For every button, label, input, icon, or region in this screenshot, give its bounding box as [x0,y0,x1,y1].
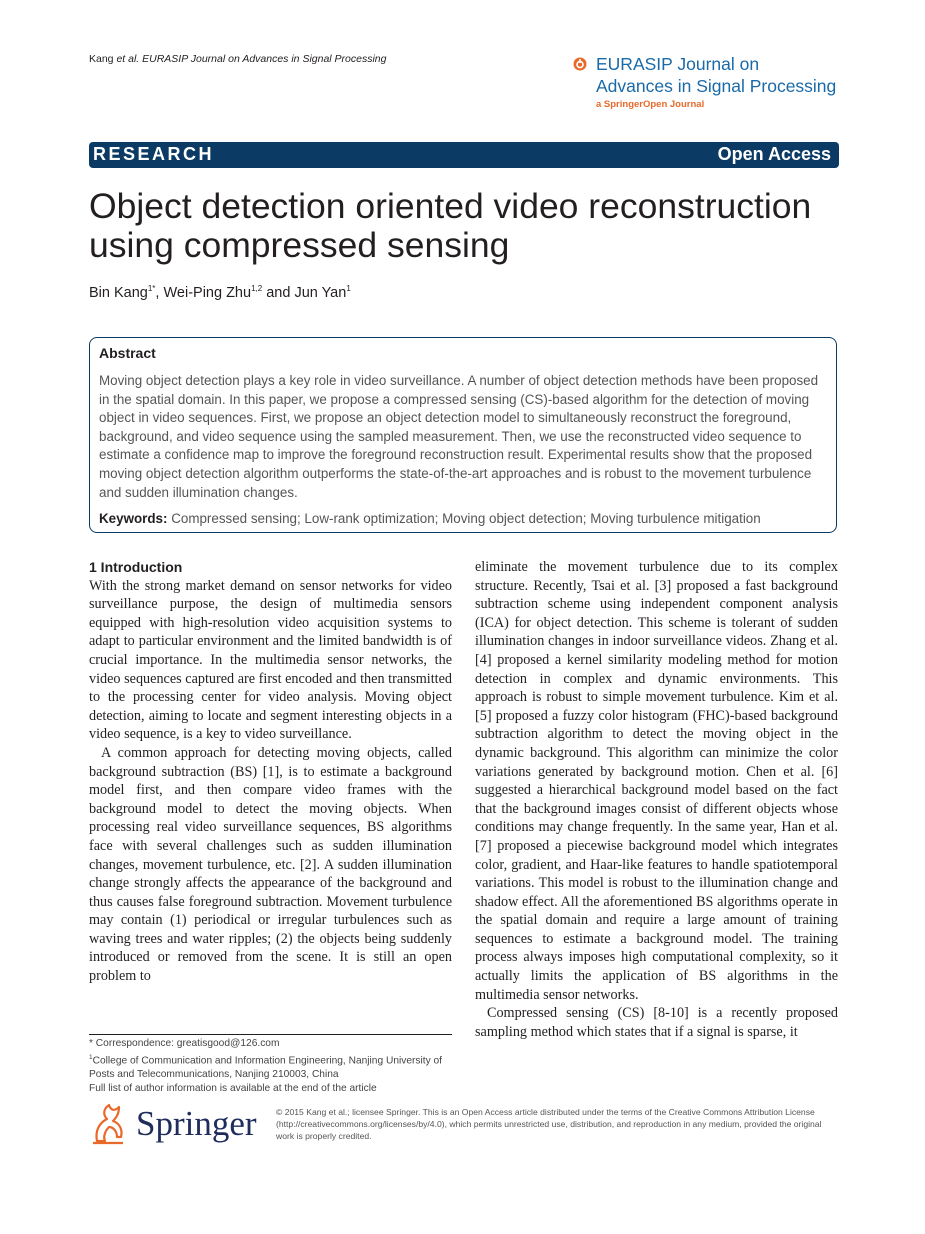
springer-horse-icon [89,1101,129,1147]
affiliation-note [89,1051,464,1082]
affiliation-mark: 1 [89,1054,93,1061]
author-affiliation-mark: 1,2 [251,284,263,293]
body-paragraph: With the strong market demand on sensor networks for video surveillance purpose, the design of multimedia sensors equipped with high-resolution video acquisition systems to adapt to particular environment and the limited bandwidth is of crucial importance. In the multimedia sensor networks, the video sequences captured are first encoded and then transmitted to the processing center for video analysis. Moving object detection, aiming to locate and segment interesting objects in a video sequence, is a key to video surveillance. [89,577,452,743]
springeropen-logo-icon [573,57,587,71]
body-column-right [475,558,838,1041]
correspondence-note: * Correspondence: greatisgood@126.com [89,1038,280,1049]
article-type-banner [89,142,839,168]
article-title [89,187,849,265]
author-list [89,284,351,301]
keywords-text: Compressed sensing; Low-rank optimization; Moving object detection; Moving turbulence mitigation [171,511,761,526]
running-head-journal: et al. EURASIP Journal on Advances in Signal Processing [116,53,387,65]
article-type-label: RESEARCH [93,144,215,164]
body-paragraph: Compressed sensing (CS) [8-10] is a recently proposed sampling method which states that if a signal is sparse, it [475,1005,838,1040]
author-affiliation-mark: 1 [346,284,351,293]
footnote-divider [89,1034,452,1035]
body-paragraph: A common approach for detecting moving objects, called background subtraction (BS) [1], is to estimate a background model first, and then compare video frames with the background model to detect the moving objects. When processing real video surveillance sequences, BS algorithms face with several challenges such as sudden illumination changes, movement turbulence, etc. [2]. A sudden illumination change strongly affects the appearance of the background and thus causes false foreground subtraction. Movement turbulence may contain (1) periodical or irregular turbulences such as waving trees and water ripples; (2) the objects being suddenly introduced or removed from the scene. It is still an open problem to [89,744,452,985]
section-heading: 1 Introduction [89,559,183,575]
keywords-label: Keywords: [99,511,168,526]
abstract-heading: Abstract [99,345,156,361]
body-column-left [89,558,452,986]
author-name: Jun Yan [294,284,347,301]
license-text: © 2015 Kang et al.; licensee Springer. This is an Open Access article distributed under the terms of the Creative Commons Attribution License (http://creativecommons.org/licenses/by/4.0), which permits unrestricted use, distribution, and reproduction in any medium, provided the original work is properly credited. [276,1107,822,1141]
article-title-line1: Object detection oriented video reconstruction [89,186,812,226]
author-separator: and [262,284,295,301]
author-info-note: Full list of author information is available at the end of the article [89,1083,377,1095]
author-separator: , [155,284,164,301]
author-affiliation-mark: 1* [147,284,156,293]
journal-subtitle: a SpringerOpen Journal [596,99,705,110]
journal-name [596,53,836,97]
body-paragraph: eliminate the movement turbulence due to its complex structure. Recently, Tsai et al. [3] proposed a fast background subtraction scheme using independent component analysis (ICA) for object detection. This scheme is tolerant of sudden illumination changes in indoor surveillance videos. Zhang et al. [4] proposed a kernel similarity modeling method for motion detection in complex and dynamic environments. This approach is robust to simple movement turbulence. Kim et al. [5] proposed a fuzzy color histogram (FHC)-based background subtraction algorithm to detect the moving object in the dynamic background. This algorithm can minimize the color variations generated by background motion. Chen et al. [6] suggested a hierarchical background model based on the fact that the background images consist of different objects whose conditions may change frequently. In the same year, Han et al. [7] proposed a piecewise background model which integrates color, gradient, and Haar-like features to handle spatiotemporal variations. This model is robust to the illumination change and shadow effect. All the aforementioned BS algorithms operate in the spatial domain and require a large amount of training sequences to estimate a background model. The training process always imposes high computational complexity, so it actually limits the application of BS algorithms in the multimedia sensor networks. [475,559,838,1003]
keywords [99,511,834,526]
publisher-name: Springer [136,1104,257,1143]
abstract-box [89,337,837,533]
journal-name-line1: EURASIP Journal on [596,54,760,74]
author-name: Wei-Ping Zhu [163,284,252,301]
affiliation-text: College of Communication and Information Engineering, Nanjing University of Posts and Telecommunications, Nanjing 210003, China [89,1055,443,1081]
footnotes [89,1037,464,1096]
author-name: Bin Kang [89,284,148,301]
article-title-line2: using compressed sensing [89,225,510,265]
abstract-text: Moving object detection plays a key role in video surveillance. A number of object detection methods have been proposed in the spatial domain. In this paper, we propose a compressed sensing (CS)-based algorithm for the detection of moving object in video sequences. First, we propose an object detection model to simultaneously reconstruct the foreground, background, and video sequence using the sampled measurement. Then, we use the reconstructed video sequence to estimate a confidence map to improve the foreground reconstruction result. Experimental results show that the proposed moving object detection algorithm outperforms the state-of-the-art approaches and is robust to the movement turbulence and sudden illumination changes. [99,373,819,500]
open-access-label: Open Access [717,144,831,164]
running-head [89,53,387,65]
running-head-authors: Kang [89,53,114,65]
springer-logo [89,1101,264,1149]
journal-name-line2: Advances in Signal Processing [596,76,837,96]
